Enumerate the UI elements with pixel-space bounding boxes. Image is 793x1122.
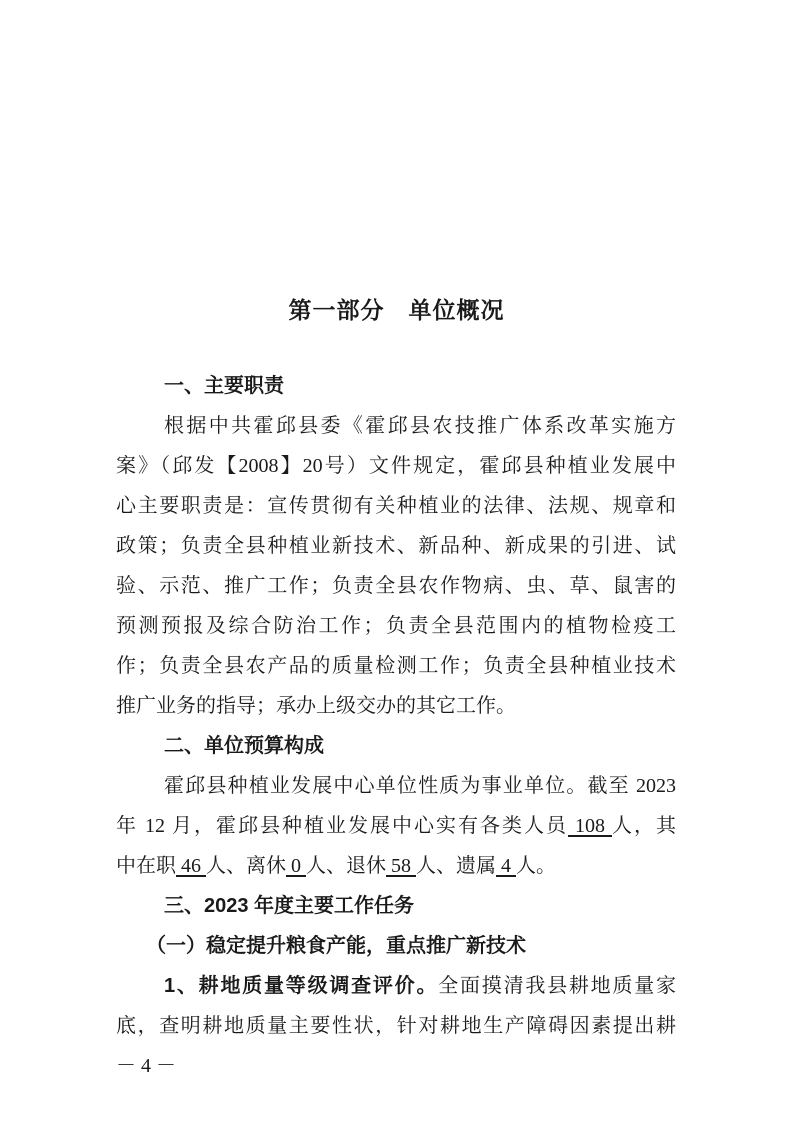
in-service-value: 46 <box>176 855 206 877</box>
text-span: 人。 <box>516 855 556 877</box>
lixiu-value: 0 <box>286 855 306 877</box>
section-heading-main-duties: 一、主要职责 <box>164 375 284 397</box>
survivors-value: 4 <box>496 855 516 877</box>
section-heading-work-tasks: 三、2023 年度主要工作任务 <box>164 895 415 917</box>
item-title: 1、耕地质量等级调查评价。 <box>164 975 439 997</box>
paragraph-line: 心主要职责是：宣传贯彻有关种植业的法律、法规、规章和 <box>116 495 676 517</box>
subsection-heading: （一）稳定提升粮食产能，重点推广新技术 <box>146 935 526 957</box>
text-span: 人、退休 <box>306 855 386 877</box>
staff-breakdown-line <box>116 852 676 880</box>
tuixiu-value: 58 <box>386 855 416 877</box>
text-span: 中在职 <box>116 855 176 877</box>
text-span: 全面摸清我县耕地质量家 <box>438 975 677 997</box>
item-line <box>164 972 676 1000</box>
paragraph-line: 霍邱县种植业发展中心单位性质为事业单位。截至 2023 <box>164 775 676 797</box>
paragraph-line: 验、示范、推广工作；负责全县农作物病、虫、草、鼠害的 <box>116 575 676 597</box>
paragraph-line: 推广业务的指导；承办上级交办的其它工作。 <box>116 695 516 717</box>
text-span: 年 12 月，霍邱县种植业发展中心实有各类人员 <box>116 815 568 837</box>
section-heading-budget-composition: 二、单位预算构成 <box>164 735 324 757</box>
page-title: 第一部分 单位概况 <box>288 297 505 323</box>
paragraph-line: 案》（邱发【2008】20号）文件规定，霍邱县种植业发展中 <box>116 455 676 477</box>
paragraph-line: 根据中共霍邱县委《霍邱县农技推广体系改革实施方 <box>164 415 676 437</box>
text-span: 人、遗属 <box>416 855 496 877</box>
page-number: － 4 － <box>116 1055 176 1077</box>
paragraph-line: 政策；负责全县种植业新技术、新品种、新成果的引进、试 <box>116 535 676 557</box>
staff-total-line <box>116 812 676 840</box>
paragraph-line: 作；负责全县农产品的质量检测工作；负责全县种植业技术 <box>116 655 676 677</box>
paragraph-line: 底，查明耕地质量主要性状，针对耕地生产障碍因素提出耕 <box>116 1015 676 1037</box>
text-span: 人，其 <box>612 815 676 837</box>
paragraph-line: 预测预报及综合防治工作；负责全县范围内的植物检疫工 <box>116 615 676 637</box>
staff-total-value: 108 <box>568 815 612 837</box>
text-span: 人、离休 <box>206 855 286 877</box>
